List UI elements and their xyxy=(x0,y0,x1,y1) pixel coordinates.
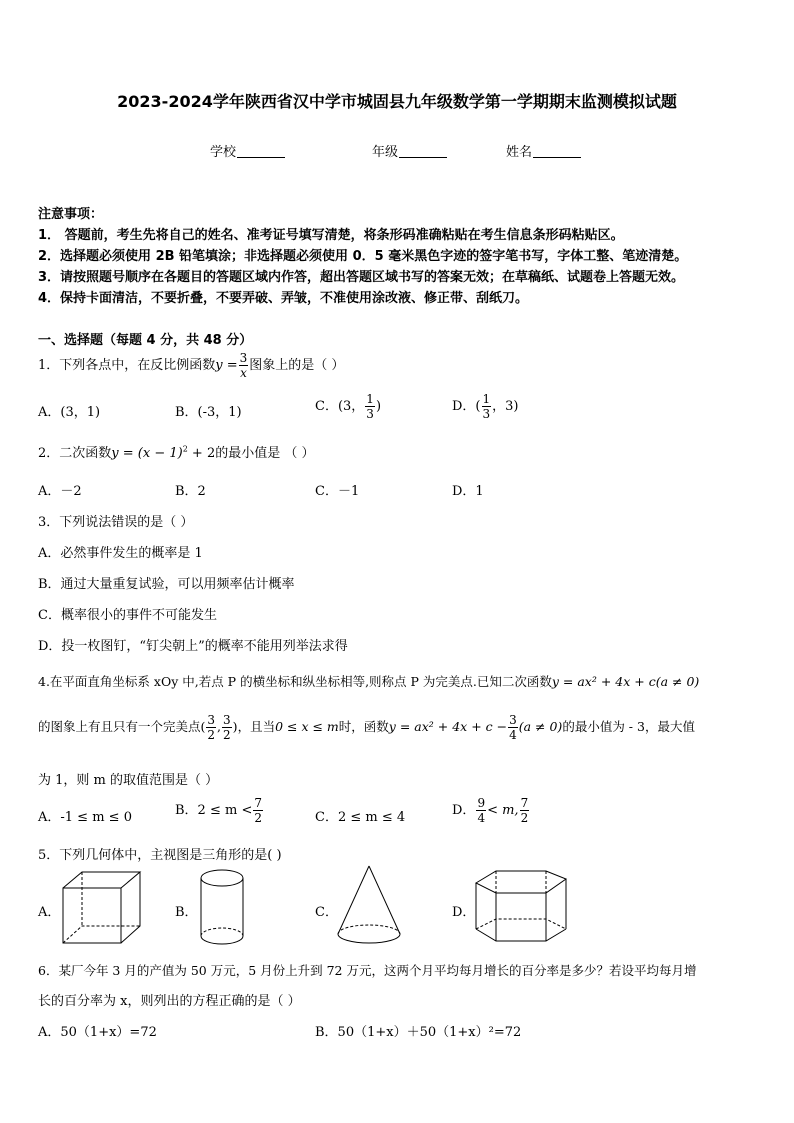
name-field xyxy=(506,141,581,160)
q4-line-3: 为 1，则 m 的取值范围是（ ） xyxy=(38,773,219,788)
name-blank[interactable] xyxy=(533,145,581,158)
q3-option-b[interactable]: B．通过大量重复试验，可以用频率估计概率 xyxy=(38,577,295,592)
hexagonal-prism-figure xyxy=(474,867,570,945)
notice-heading: 注意事项： xyxy=(38,207,104,222)
notice-item-1: 1． 答题前，考生先将自己的姓名、准考证号填写清楚，将条形码准确粘贴在考生信息条形码粘贴区。 xyxy=(38,228,624,243)
q5-option-c[interactable]: C． xyxy=(315,905,338,920)
q6-option-b[interactable]: B．50（1+x）＋50（1+x）²=72 xyxy=(315,1025,522,1040)
grade-blank[interactable] xyxy=(399,145,447,158)
q2-option-c[interactable]: C．－1 xyxy=(315,484,360,499)
q1-option-a[interactable]: A．(3，1) xyxy=(38,405,101,420)
q6-line-2: 长的百分率为 x，则列出的方程正确的是（ ） xyxy=(38,994,301,1009)
grade-label: 年级 xyxy=(372,145,399,160)
cone-figure xyxy=(336,864,402,946)
q4-line-1: 4.在平面直角坐标系 xOy 中,若点 P 的横坐标和纵坐标相等,则称点 P 为完美点.已知二次函数y = ax² + 4x + c(a ≠ 0) xyxy=(38,674,700,689)
q3-option-d[interactable]: D．投一枚图钉，“钉尖朝上”的概率不能用列举法求得 xyxy=(38,639,348,654)
cylinder-figure xyxy=(199,868,245,946)
cube-figure xyxy=(62,870,144,946)
q4-option-c[interactable]: C．2 ≤ m ≤ 4 xyxy=(315,810,406,825)
q1-option-d[interactable]: D．( $\frac{1}{3}$ ，3) xyxy=(452,392,519,421)
q4-option-b[interactable]: B．2 ≤ m < $\frac{7}{2}$ xyxy=(175,796,262,825)
q5-stem: 5．下列几何体中，主视图是三角形的是( ) xyxy=(38,848,282,863)
q4-line-2: 的图象上有且只有一个完美点( $\frac{3}{2}$ , $\frac{3}{2}$ )，且当0 ≤ x ≤ m时，函数y = ax² + 4x + c − $\frac{3}{4}$ (a ≠ 0)的最小值为 - 3，最大值 xyxy=(38,713,695,742)
notice-item-4: 4．保持卡面清洁，不要折叠，不要弄破、弄皱，不准使用涂改液、修正带、刮纸刀。 xyxy=(38,291,529,306)
q4-option-a[interactable]: A．-1 ≤ m ≤ 0 xyxy=(38,810,132,825)
q2-option-a[interactable]: A．－2 xyxy=(38,484,82,499)
q4-option-d[interactable]: D． $\frac{9}{4}$ < m, $\frac{7}{2}$ xyxy=(452,796,529,825)
q1-option-c[interactable]: C．(3， $\frac{1}{3}$ ) xyxy=(315,392,382,421)
grade-field xyxy=(372,141,447,160)
q3-option-a[interactable]: A．必然事件发生的概率是 1 xyxy=(38,546,203,561)
q1-stem: 1．下列各点中，在反比例函数y = $\frac{3}{x}$ 图象上的是（ ） xyxy=(38,351,345,380)
notice-item-2: 2．选择题必须使用 2B 铅笔填涂；非选择题必须使用 0．5 毫米黑色字迹的签字笔书写，字体工整、笔迹清楚。 xyxy=(38,249,688,264)
q2-option-d[interactable]: D．1 xyxy=(452,484,484,499)
q6-option-a[interactable]: A．50（1+x）=72 xyxy=(38,1025,157,1040)
page-title: 2023-2024学年陕西省汉中学市城固县九年级数学第一学期期末监测模拟试题 xyxy=(117,92,677,111)
q5-option-a[interactable]: A． xyxy=(38,905,61,920)
notice-item-3: 3．请按照题号顺序在各题目的答题区域内作答，超出答题区域书写的答案无效；在草稿纸、试题卷上答题无效。 xyxy=(38,270,685,285)
q3-stem: 3．下列说法错误的是（ ） xyxy=(38,515,194,530)
school-blank[interactable] xyxy=(237,145,285,158)
q3-option-c[interactable]: C．概率很小的事件不可能发生 xyxy=(38,608,217,623)
q2-stem: 2．二次函数$y = (x - 1)^2 + 2$的最小值是 （ ） xyxy=(38,444,315,461)
q5-option-b[interactable]: B． xyxy=(175,905,198,920)
q5-option-d[interactable]: D． xyxy=(452,905,476,920)
q2-option-b[interactable]: B．2 xyxy=(175,484,206,499)
school-label: 学校 xyxy=(210,145,237,160)
q6-line-1: 6．某厂今年 3 月的产值为 50 万元，5 月份上升到 72 万元，这两个月平均每月增长的百分率是多少？若设平均每月增 xyxy=(38,963,697,978)
q1-option-b[interactable]: B．(-3，1) xyxy=(175,405,242,420)
name-label: 姓名 xyxy=(506,145,533,160)
section-heading: 一、选择题（每题 4 分，共 48 分） xyxy=(38,333,253,348)
school-field xyxy=(210,141,285,160)
